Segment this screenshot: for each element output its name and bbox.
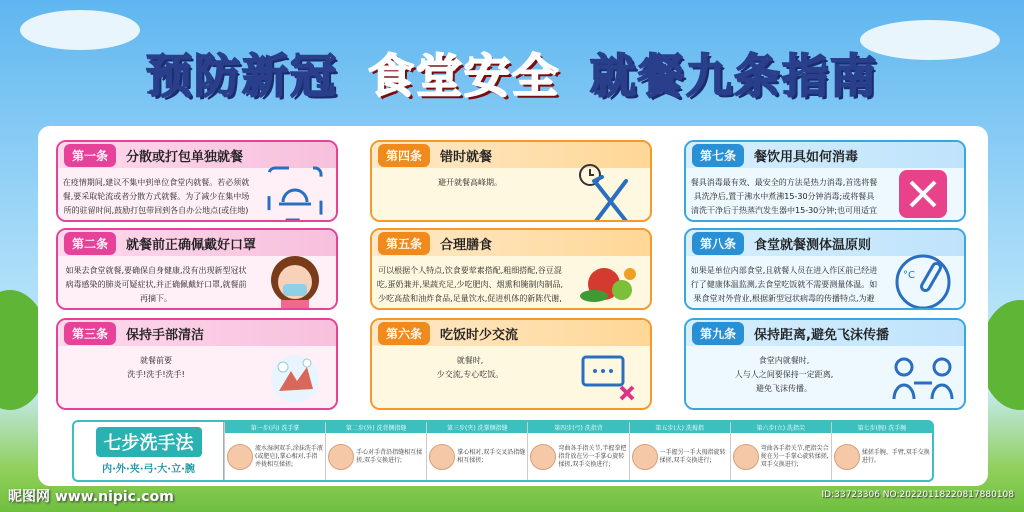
step-heading: 第一步(内) 洗手掌 (225, 422, 325, 433)
card-header (686, 320, 964, 346)
vegetables-icon (568, 256, 650, 308)
card-title: 错时就餐 (440, 149, 493, 165)
step-description: 弯曲各手指关节,半握拳把指背放在另一手掌心旋转揉搓,双手交换进行; (558, 444, 627, 468)
step-body (731, 433, 831, 480)
card-body (686, 256, 964, 308)
handwash-subtitle: 内·外·夹·弓·大·立·腕 (102, 464, 195, 475)
handwash-steps (224, 422, 932, 480)
card-title: 吃饭时少交流 (440, 327, 519, 343)
guideline-card (684, 318, 966, 410)
handwash-title-block (74, 422, 224, 480)
card-text: 食堂内就餐时, 人与人之间要保持一定距离, 避免飞沫传播。 (734, 356, 834, 393)
step-heading: 第二步(外) 洗背侧指缝 (326, 422, 426, 433)
card-tag: 第八条 (692, 232, 744, 255)
card-tag: 第三条 (64, 322, 116, 345)
guideline-card (56, 140, 338, 222)
card-text: 就餐前要 洗手!洗手!洗手! (127, 356, 185, 379)
card-tag: 第一条 (64, 144, 116, 167)
card-body (686, 168, 964, 220)
card-text: 如果去食堂就餐,要确保自身健康,没有出现新型冠状病毒感染的肺炎可疑症状,并正确佩戴好口罩,就餐前再摘下。 (65, 266, 247, 303)
card-title: 餐饮用具如何消毒 (754, 149, 859, 165)
step-body (225, 433, 325, 480)
card-text: 避开就餐高峰期。 (438, 178, 502, 187)
card-title: 保持手部清洁 (126, 327, 205, 343)
guideline-card (370, 228, 652, 310)
hands-icon (429, 444, 455, 470)
poster-title (0, 38, 1024, 108)
hands-icon (328, 444, 354, 470)
handwash-section (72, 420, 934, 482)
step-body (427, 433, 527, 480)
card-body (58, 346, 336, 408)
step-description: 揉搓手腕、手臂,双手交换进行。 (861, 448, 930, 464)
watermark-left: 昵图网 www.nipic.com (8, 489, 174, 505)
distance-icon (882, 346, 964, 408)
card-tag: 第九条 (692, 322, 744, 345)
hands-icon (834, 444, 860, 470)
card-text: 餐具消毒最有效、最安全的方法是热力消毒,首选将餐具洗净后,置于沸水中煮沸15-30分钟消毒;或将餐具清洗干净后于热蒸汽发生器中15-30分钟;也可用适宜 (690, 178, 878, 215)
card-tag: 第七条 (692, 144, 744, 167)
step-description: 手心对手背沿指缝相互揉搓,双手交换进行; (356, 448, 423, 464)
handwash-step (527, 422, 628, 480)
card-text: 在疫情期间,建议不集中到单位食堂内就餐。若必须就餐,要采取轮流或者分散方式就餐。为了减少在集中场所的驻留时间,鼓励打包带回到各自办公地点(或住地) (62, 178, 250, 215)
card-title: 合理膳食 (440, 237, 493, 253)
utensils-x-icon (882, 168, 964, 220)
card-title: 就餐前正确佩戴好口罩 (126, 237, 257, 253)
handwash-step (629, 422, 730, 480)
card-body (372, 168, 650, 220)
clock-cutlery-icon (568, 168, 650, 220)
step-description: 掌心相对,双手交叉沿指缝相互揉搓; (457, 448, 526, 464)
step-body (528, 433, 628, 480)
card-header (58, 320, 336, 346)
step-body (832, 433, 932, 480)
guideline-card (56, 228, 338, 310)
step-description: 弯曲各手指关节,把指尖合拢在另一手掌心旋转揉搓,双手交换进行; (760, 444, 829, 468)
guideline-card (370, 318, 652, 410)
handwash-title: 七步洗手法 (96, 427, 202, 457)
chat-x-icon (568, 346, 650, 408)
step-description: 一手握另一手大拇指旋转揉搓,双手交换进行; (659, 448, 726, 464)
step-heading: 第四步(弓) 洗指背 (528, 422, 628, 433)
step-body (326, 433, 426, 480)
card-tag: 第四条 (378, 144, 430, 167)
card-title: 分散或打包单独就餐 (126, 149, 244, 165)
handwash-icon (254, 346, 336, 408)
card-title: 保持距离,避免飞沫传播 (754, 327, 889, 343)
thermometer-icon (882, 256, 964, 308)
card-text: 可以根据个人特点,饮食要荤素搭配,粗细搭配,谷豆混吃,蛋奶兼并,果蔬充足,少吃肥肉、烟熏和腌制肉制品,少吃高盐和油炸食品,足量饮水,促进机体的新陈代谢, (376, 266, 564, 303)
food-tray-icon (254, 168, 336, 220)
step-heading: 第三步(夹) 洗掌侧指缝 (427, 422, 527, 433)
guideline-card (684, 228, 966, 310)
handwash-step (730, 422, 831, 480)
card-body (58, 256, 336, 308)
card-body (372, 256, 650, 308)
step-heading: 第五步(大) 洗拇指 (630, 422, 730, 433)
step-body (630, 433, 730, 480)
guideline-card (684, 140, 966, 222)
step-heading: 第六步(立) 洗指尖 (731, 422, 831, 433)
handwash-step (224, 422, 325, 480)
card-body (686, 346, 964, 408)
step-description: 流水湿润双手,涂抹洗手液(或肥皂),掌心相对,手指并拢相互揉搓; (255, 444, 323, 468)
title-part-2: 食堂安全 (368, 49, 560, 103)
card-text: 就餐时, 少交流,专心吃饭。 (436, 356, 504, 379)
guideline-card (370, 140, 652, 222)
card-tag: 第五条 (378, 232, 430, 255)
hands-icon (733, 444, 759, 470)
card-text: 如果是单位内部食堂,且就餐人员在进入作区前已经进行了健康体温监测,去食堂吃饭就不需要测量体温。如果食堂对外营业,根据新型冠状病毒的传播特点,为避 (690, 266, 878, 303)
watermark-right: ID:33723306 NO:20220118220817880108 (821, 490, 1014, 500)
card-title: 食堂就餐测体温原则 (754, 237, 872, 253)
handwash-step (325, 422, 426, 480)
guideline-card (56, 318, 338, 410)
title-part-1: 预防新冠 (146, 49, 338, 103)
card-body (372, 346, 650, 408)
mask-girl-icon (254, 256, 336, 308)
step-heading: 第七步(腕) 洗手腕 (832, 422, 932, 433)
hands-icon (227, 444, 253, 470)
hands-icon (632, 444, 658, 470)
hands-icon (530, 444, 556, 470)
card-body (58, 168, 336, 220)
card-tag: 第六条 (378, 322, 430, 345)
handwash-step (426, 422, 527, 480)
card-tag: 第二条 (64, 232, 116, 255)
svg-text:°C: °C (903, 270, 915, 281)
handwash-step (831, 422, 932, 480)
card-header (372, 320, 650, 346)
title-part-3: 就餐九条指南 (590, 49, 878, 103)
